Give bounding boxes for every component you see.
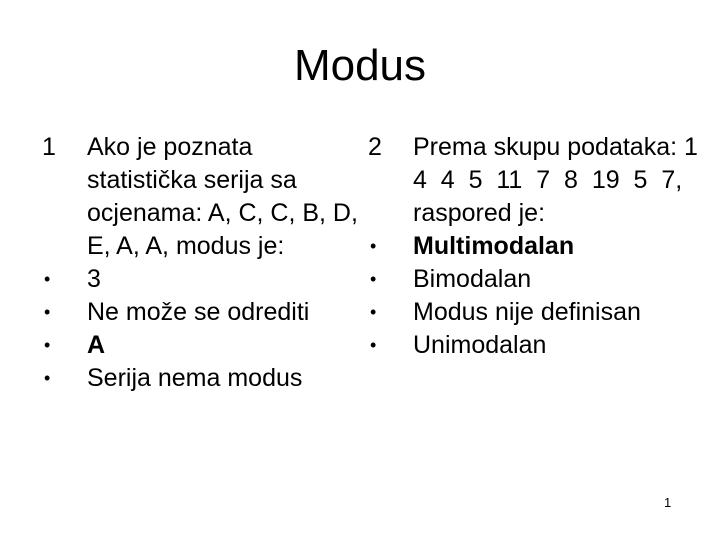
page-number: 1: [664, 495, 672, 510]
option-text: Modus nije definisan: [413, 298, 641, 326]
question-1-stem: [42, 131, 362, 263]
question-number: 2: [368, 133, 382, 161]
option-text-correct: A: [87, 331, 106, 359]
option-item: [368, 263, 713, 296]
bullet-icon: •: [44, 335, 51, 355]
option-text: Bimodalan: [413, 265, 532, 293]
option-item-correct: [42, 329, 362, 362]
question-text: Ako je poznata statistička serija sa ocjenama: A, C, C, B, D, E, A, A, modus je:: [87, 133, 358, 260]
option-text: Ne može se odrediti: [87, 298, 310, 326]
question-2-stem: [368, 131, 713, 230]
question-number: 1: [42, 133, 56, 161]
question-2: [368, 131, 713, 362]
option-item-correct: [368, 230, 713, 263]
option-text: Serija nema modus: [87, 364, 303, 392]
bullet-icon: •: [370, 335, 377, 355]
option-item: [42, 263, 362, 296]
option-text: Unimodalan: [413, 331, 547, 359]
option-item: [42, 296, 362, 329]
bullet-icon: •: [44, 302, 51, 322]
option-item: [368, 296, 713, 329]
question-text: Prema skupu podataka: 1 4 4 5 11 7 8 19 5 7, raspored je:: [413, 133, 712, 227]
question-1: [42, 131, 362, 395]
option-item: [42, 362, 362, 395]
option-item: [368, 329, 713, 362]
bullet-icon: •: [370, 302, 377, 322]
bullet-icon: •: [44, 269, 51, 289]
bullet-icon: •: [370, 269, 377, 289]
bullet-icon: •: [44, 368, 51, 388]
bullet-icon: •: [370, 236, 377, 256]
option-text-correct: Multimodalan: [413, 232, 575, 260]
option-text: 3: [87, 265, 101, 293]
slide-title: Modus: [293, 41, 427, 90]
